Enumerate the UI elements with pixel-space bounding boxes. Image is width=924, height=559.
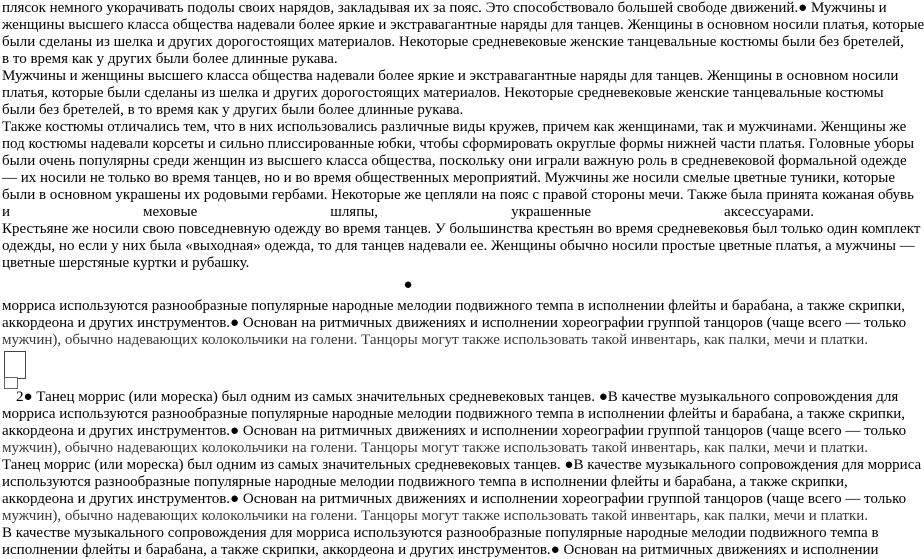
text-line: цветные шерстяные куртки и рубашку. — [2, 255, 250, 271]
text-line: морриса используются разнообразные популярные народные мелодии подвижного темпа в исполнении флейты и барабана, а также скрипки, — [2, 298, 906, 314]
text-line: мужчин), обычно надевающих колокольчики на голени. Танцоры могут также использовать такой инвентарь, как палки, мечи и платки. — [2, 440, 868, 456]
text-line: Танец моррис (или мореска) был одним из самых значительных средневековых танцев. ●В качестве музыкального сопровождения для морриса — [2, 457, 922, 473]
paragraph-third — [2, 119, 921, 272]
text-line: используются разнообразные популярные народные мелодии подвижного темпа в исполнении флейты и барабана, а также скрипки, — [2, 474, 848, 490]
morris-block-4 — [2, 525, 879, 559]
text-line: Также костюмы отличались тем, что в них использовались различные виды кружев, причем как женщинами, так и мужчинами. Женщины же — [2, 119, 907, 135]
text-line: в то время как у других были более длинные рукава. — [2, 51, 338, 67]
image-frame — [4, 351, 26, 379]
image-frame-small — [4, 377, 18, 389]
image-placeholder — [2, 349, 814, 389]
morris-block-2-cont — [2, 406, 907, 457]
text-line: аккордеона и других инструментов.● Основан на ритмичных движениях и исполнении хореографии группой танцоров (чаще всего — только — [2, 423, 907, 439]
morris-block-2 — [2, 389, 899, 406]
morris-block-3 — [2, 457, 922, 525]
text-line: одежды, но если у них была «выходная» одежда, то для танцев надевали ее. Женщины обычно носили простые цветные платья, а мужчины — — [2, 238, 915, 254]
text-line: были сделаны из шелка и других дорогостоящих материалов. Некоторые средневековые женские танцевальные костюмы были без бретелей, — [2, 34, 904, 50]
paragraph-second — [2, 68, 899, 119]
text-line: Мужчины и женщины высшего класса общества надевали более яркие и экстравагантные наряды для танцев. Женщины в основном носили — [2, 68, 899, 84]
text-line: — их носили не только во время танцев, но и во время общественных мероприятий. Мужчины же носили смелые цветные туники, которые — [2, 170, 895, 186]
text-line: были очень популярны среди женщин из высшего класса общества, поскольку они играли важную роль в средневековой формальной одежде — [2, 153, 907, 169]
text-line: были без бретелей, в то время как у других были более длинные рукава. — [2, 102, 464, 118]
text-line: 2● Танец моррис (или мореска) был одним из самых значительных средневековых танцев. ●В качестве музыкального сопровождения для — [16, 389, 899, 405]
text-line: исполнении флейты и барабана, а также скрипки, аккордеона и других инструментов.● Основан на ритмичных движениях и исполнении — [2, 542, 879, 558]
text-line: были в основном украшены их родовыми гербами. Некоторые же цепляли на пояс с правой стороны мечи. Также была принята кожаная обувь — [2, 187, 914, 203]
text-line: аккордеона и других инструментов.● Основан на ритмичных движениях и исполнении хореографии группой танцоров (чаще всего — только — [2, 491, 907, 507]
paragraph-top — [2, 0, 924, 68]
text-line: морриса используются разнообразные популярные народные мелодии подвижного темпа в исполнении флейты и барабана, а также скрипки, — [2, 406, 906, 422]
text-line: мужчин), обычно надевающих колокольчики на голени. Танцоры могут также использовать такой инвентарь, как палки, мечи и платки. — [2, 332, 868, 348]
text-line: под костюмы надевали корсеты и сильно плиссированные юбки, чтобы сформировать округлые формы нижней части платья. Головные уборы — [2, 136, 915, 152]
text-line: аккордеона и других инструментов.● Основан на ритмичных движениях и исполнении хореографии группой танцоров (чаще всего — только — [2, 315, 907, 331]
morris-block-1 — [2, 298, 907, 349]
text-line: В качестве музыкального сопровождения для морриса используются разнообразные популярные народные мелодии подвижного темпа в — [2, 525, 879, 541]
bullet-icon: ● — [403, 277, 413, 293]
text-line: плясок немного укорачивать подолы своих нарядов, закладывая их за пояс. Это способствовало большей свободе движений.● Мужчины и — [2, 0, 887, 16]
text-line: женщины высшего класса общества надевали более яркие и экстравагантные наряды для танцев. Женщины в основном носили платья, которые — [2, 17, 924, 33]
text-line: Крестьяне же носили свою повседневную одежду во время танцев. У большинства крестьян во время средневековья был только один комплект — [2, 221, 921, 237]
text-line: и меховые шляпы, украшенные аксессуарами. — [2, 204, 814, 220]
text-line: мужчин), обычно надевающих колокольчики на голени. Танцоры могут также использовать такой инвентарь, как палки, мечи и платки. — [2, 508, 868, 524]
text-line: платья, которые были сделаны из шелка и других дорогостоящих материалов. Некоторые средневековые женские танцевальные костюмы — [2, 85, 884, 101]
